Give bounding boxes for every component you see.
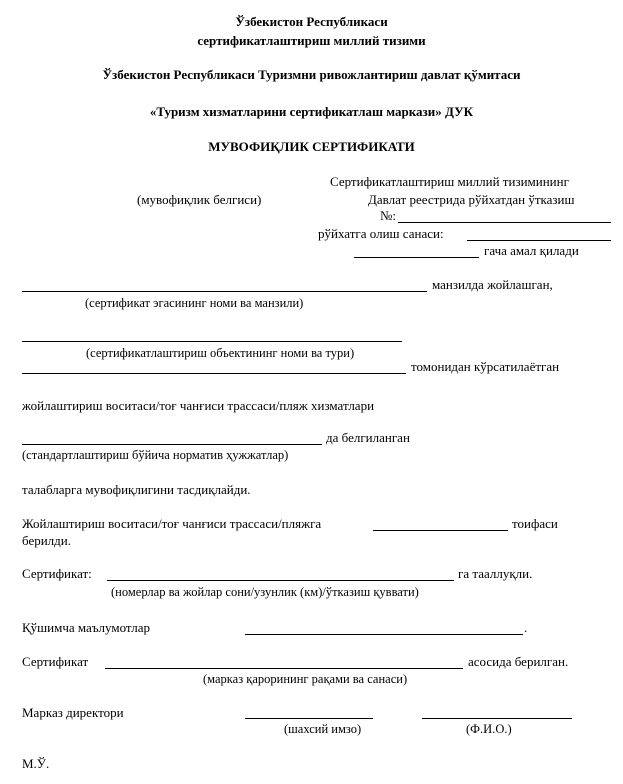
header-committee: Ўзбекистон Республикаси Туризмни ривожлантириш давлат қўмитаси [102, 67, 521, 82]
registry-line-2: Давлат реестрида рўйхатдан ўтказиш [368, 192, 575, 207]
confirms-text: талабларга мувофиқлигини тасдиқлайди. [22, 482, 251, 497]
header-center: «Туризм хизматларини сертификатлаш маркази» ДУК [149, 104, 474, 119]
holder-caption: (сертификат эгасининг номи ва манзили) [85, 296, 304, 310]
document-title: МУВОФИҚЛИК СЕРТИФИКАТИ [208, 139, 415, 154]
name-line [422, 718, 572, 719]
object-line [22, 341, 402, 342]
signature-caption: (шахсий имзо) [284, 722, 362, 736]
defined-in-label: да белгиланган [326, 430, 410, 445]
capacity-caption: (номерлар ва жойлар сони/узунлик (км)/ўтказиш қуввати) [111, 585, 419, 599]
additional-info-label: Қўшимча маълумотлар [22, 620, 151, 635]
category-suffix: тоифаси [512, 516, 558, 531]
capacity-line [107, 580, 454, 581]
additional-info-line [245, 634, 523, 635]
category-given: берилди. [22, 533, 71, 548]
name-caption: (Ф.И.О.) [466, 722, 512, 736]
issued-basis-label: асосида берилган. [468, 654, 569, 669]
decision-caption: (марказ қарорининг рақами ва санаси) [203, 672, 408, 686]
located-at-label: манзилда жойлашган, [432, 277, 553, 292]
registry-date-line [467, 240, 611, 241]
valid-until-line [354, 257, 479, 258]
provided-by-label: томонидан кўрсатилаётган [411, 359, 560, 374]
provider-line [22, 373, 406, 374]
additional-info-period: . [524, 620, 528, 635]
registry-number-label: №: [380, 208, 397, 223]
applies-to-label: га тааллуқли. [458, 566, 533, 581]
decision-line [105, 668, 463, 669]
object-caption: (сертификатлаштириш объектининг номи ва тури) [86, 346, 355, 360]
valid-until-label: гача амал қилади [484, 243, 579, 258]
certificate-label-2: Сертификат [22, 654, 89, 669]
header-system: сертификатлаштириш миллий тизими [197, 33, 426, 48]
header-country: Ўзбекистон Республикаси [235, 14, 388, 29]
services-text: жойлаштириш воситаси/тоғ чанғиси трассаси/пляж хизматлари [22, 398, 375, 413]
standards-caption: (стандартлаштириш бўйича норматив ҳужжатлар) [22, 448, 289, 462]
holder-line [22, 291, 427, 292]
certificate-label: Сертификат: [22, 566, 92, 581]
standards-line [22, 444, 322, 445]
seal-label: М.Ў. [22, 756, 50, 771]
category-line [373, 530, 508, 531]
registry-number-line [398, 222, 611, 223]
director-label: Марказ директори [22, 705, 124, 720]
conformity-mark-caption: (мувофиқлик белгиси) [137, 192, 262, 207]
signature-line [245, 718, 373, 719]
category-prefix: Жойлаштириш воситаси/тоғ чанғиси трассаси/пляжга [22, 516, 322, 531]
registry-date-label: рўйхатга олиш санаси: [318, 226, 444, 241]
registry-line-1: Сертификатлаштириш миллий тизимининг [330, 174, 569, 189]
